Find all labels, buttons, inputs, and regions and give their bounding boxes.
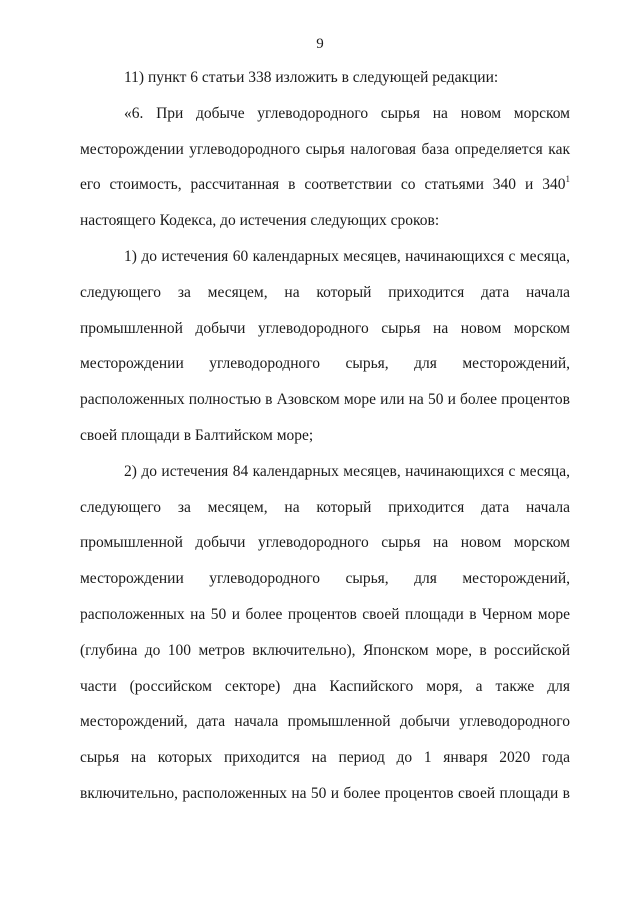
text-line: промышленной добычи углеводородного сырья на новом морском (80, 319, 570, 337)
text-line: следующего за месяцем, на который приходится дата начала (80, 283, 570, 301)
text-line: месторождений, дата начала промышленной добычи углеводородного (80, 713, 570, 731)
page-number: 9 (316, 36, 324, 52)
text-line: месторождении углеводородного сырья налоговая база определяется как (80, 140, 570, 158)
text-line: следующего за месяцем, на который приходится дата начала (80, 498, 570, 516)
text-line: 11) пункт 6 статьи 338 изложить в следующей редакции: (124, 69, 499, 86)
text-line: месторождении углеводородного сырья, для месторождений, (80, 570, 570, 588)
text-line: включительно, расположенных на 50 и более процентов своей площади в (80, 784, 570, 802)
text-line: расположенных на 50 и более процентов своей площади в Черном море (80, 605, 570, 623)
text-line: 1) до истечения 60 календарных месяцев, начинающихся с месяца, (124, 247, 570, 265)
text-line: сырья на которых приходится на период до 1 января 2020 года (80, 749, 570, 767)
text-line: расположенных полностью в Азовском море или на 50 и более процентов (80, 391, 570, 409)
text-line: своей площади в Балтийском море; (80, 426, 314, 444)
text-line: части (российском секторе) дна Каспийского моря, а также для (80, 677, 570, 695)
superscript: 1 (565, 174, 570, 185)
document-body (80, 67, 570, 819)
text-line: (глубина до 100 метров включительно), Японском море, в российской (80, 641, 570, 659)
text-line: настоящего Кодекса, до истечения следующих сроков: (80, 212, 440, 230)
text-line: промышленной добычи углеводородного сырья на новом морском (80, 534, 570, 552)
text-line: его стоимость, рассчитанная в соответствии со статьями 340 и $340^1$ (80, 174, 570, 194)
text-line: «6. При добыче углеводородного сырья на новом морском (124, 104, 570, 122)
text-line: 2) до истечения 84 календарных месяцев, начинающихся с месяца, (124, 462, 570, 480)
text-line: месторождении углеводородного сырья, для месторождений, (80, 355, 570, 373)
